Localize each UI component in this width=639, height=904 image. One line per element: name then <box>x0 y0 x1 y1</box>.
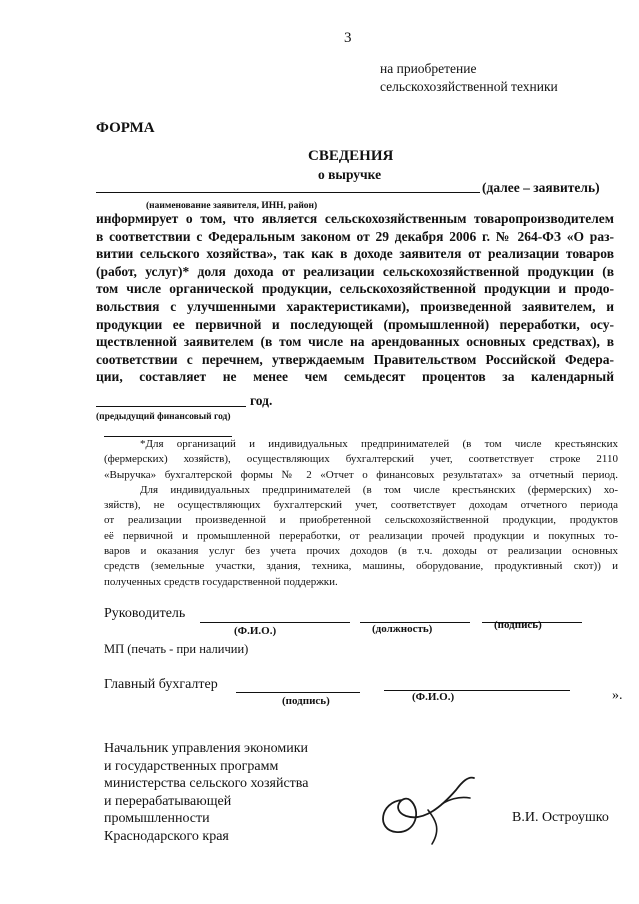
official-title-line: и перерабатывающей <box>104 793 232 809</box>
head-signature-caption: (подпись) <box>494 619 542 631</box>
form-label: ФОРМА <box>96 120 155 136</box>
footnote-line: варов и оказания услуг без учета прочих доходов (в т.ч. доходы от реализации основных <box>104 545 618 558</box>
body-line: продукции ее первичной и последующей (промышленной) переработки, осу- <box>96 316 614 332</box>
document-title: СВЕДЕНИЯ <box>308 148 394 164</box>
official-title-line: Краснодарского края <box>104 828 229 844</box>
body-line: ции, составляет не менее чем семьдесят процентов за календарный <box>96 369 614 385</box>
applicant-blank-line <box>96 192 480 193</box>
body-line: витии сельского хозяйства», так как в доходе заявителя от реализации товаров <box>96 246 614 262</box>
footnote <box>104 437 618 590</box>
footnote-line: Для индивидуальных предпринимателей (в том числе крестьянских (фермерских) хо- <box>140 483 618 496</box>
signer-name: В.И. Остроушко <box>512 810 609 825</box>
body-line: том числе органической продукции, сельскохозяйственной продукции и продо- <box>96 281 614 297</box>
stamp-label: МП (печать - при наличии) <box>104 642 249 656</box>
header-right-line: на приобретение <box>380 61 477 76</box>
footnote-line: от реализации произведенной и приобретенной сельскохозяйственной продукции, продуктов <box>104 514 618 527</box>
official-title-line: и государственных программ <box>104 758 279 774</box>
header-right-line: сельскохозяйственной техники <box>380 79 558 94</box>
body-line: ществленной заявителем (в том числе на арендованных основных средствах), в <box>96 334 614 350</box>
footnote-line: зяйств), не осуществляющих бухгалтерский учет, соответствует доходам отчетного периода <box>104 499 618 512</box>
footnote-line: (фермерских) хозяйств), осуществляющих бухгалтерский учет, соответствует строке 2110 <box>104 453 618 466</box>
header-right <box>380 60 558 96</box>
body-line: соответствии с перечнем, утверждаемым Правительством Российской Федера- <box>96 351 614 367</box>
year-suffix: год. <box>250 393 273 408</box>
document-subtitle: о выручке <box>318 167 382 182</box>
closing-quote: ». <box>612 688 623 703</box>
head-fio-line <box>200 622 350 623</box>
year-blank-line <box>96 406 246 407</box>
year-caption: (предыдущий финансовый год) <box>96 412 231 422</box>
footnote-line: *Для организаций и индивидуальных предпринимателей (в том числе крестьянских <box>140 438 618 450</box>
accountant-signature-line <box>236 692 360 693</box>
official-title-line: промышленности <box>104 811 210 826</box>
head-label: Руководитель <box>104 606 186 621</box>
handwritten-signature <box>372 770 492 850</box>
accountant-fio-caption: (Ф.И.О.) <box>412 691 455 703</box>
body-line: (работ, услуг)* доля дохода от реализации сельскохозяйственной продукции (в <box>96 263 614 279</box>
footnote-line: «Выручка» бухгалтерской формы № 2 «Отчет о финансовых результатах» за отчетный период. <box>104 468 618 481</box>
footnote-line: полученных средств государственной поддержки. <box>104 575 338 588</box>
applicant-caption: (наименование заявителя, ИНН, район) <box>146 201 318 211</box>
head-fio-caption: (Ф.И.О.) <box>234 625 277 637</box>
accountant-label: Главный бухгалтер <box>104 677 218 692</box>
body-line: вольствия с улучшенными характеристиками), произведенной заявителем, и <box>96 298 614 314</box>
footnote-line: её первичной и промышленной переработки, от реализации прочей продукции и покупных то- <box>104 529 618 542</box>
page-number: 3 <box>344 30 352 46</box>
body-text <box>96 210 614 386</box>
official-title-block <box>104 740 308 845</box>
body-line: информирует о том, что является сельскохозяйственным товаропроизводителем <box>96 211 614 226</box>
applicant-suffix: (далее – заявитель) <box>482 180 600 195</box>
footnote-line: средств (земельные участки, здания, техника, машины, оборудование, продуктивный скот)) и <box>104 560 618 573</box>
head-position-caption: (должность) <box>372 623 433 635</box>
official-title-line: министерства сельского хозяйства <box>104 776 309 791</box>
official-title-line: Начальник управления экономики <box>104 741 309 756</box>
accountant-signature-caption: (подпись) <box>282 695 330 707</box>
body-line: в соответствии с Федеральным законом от 29 декабря 2006 г. № 264-ФЗ «О раз- <box>96 228 614 244</box>
